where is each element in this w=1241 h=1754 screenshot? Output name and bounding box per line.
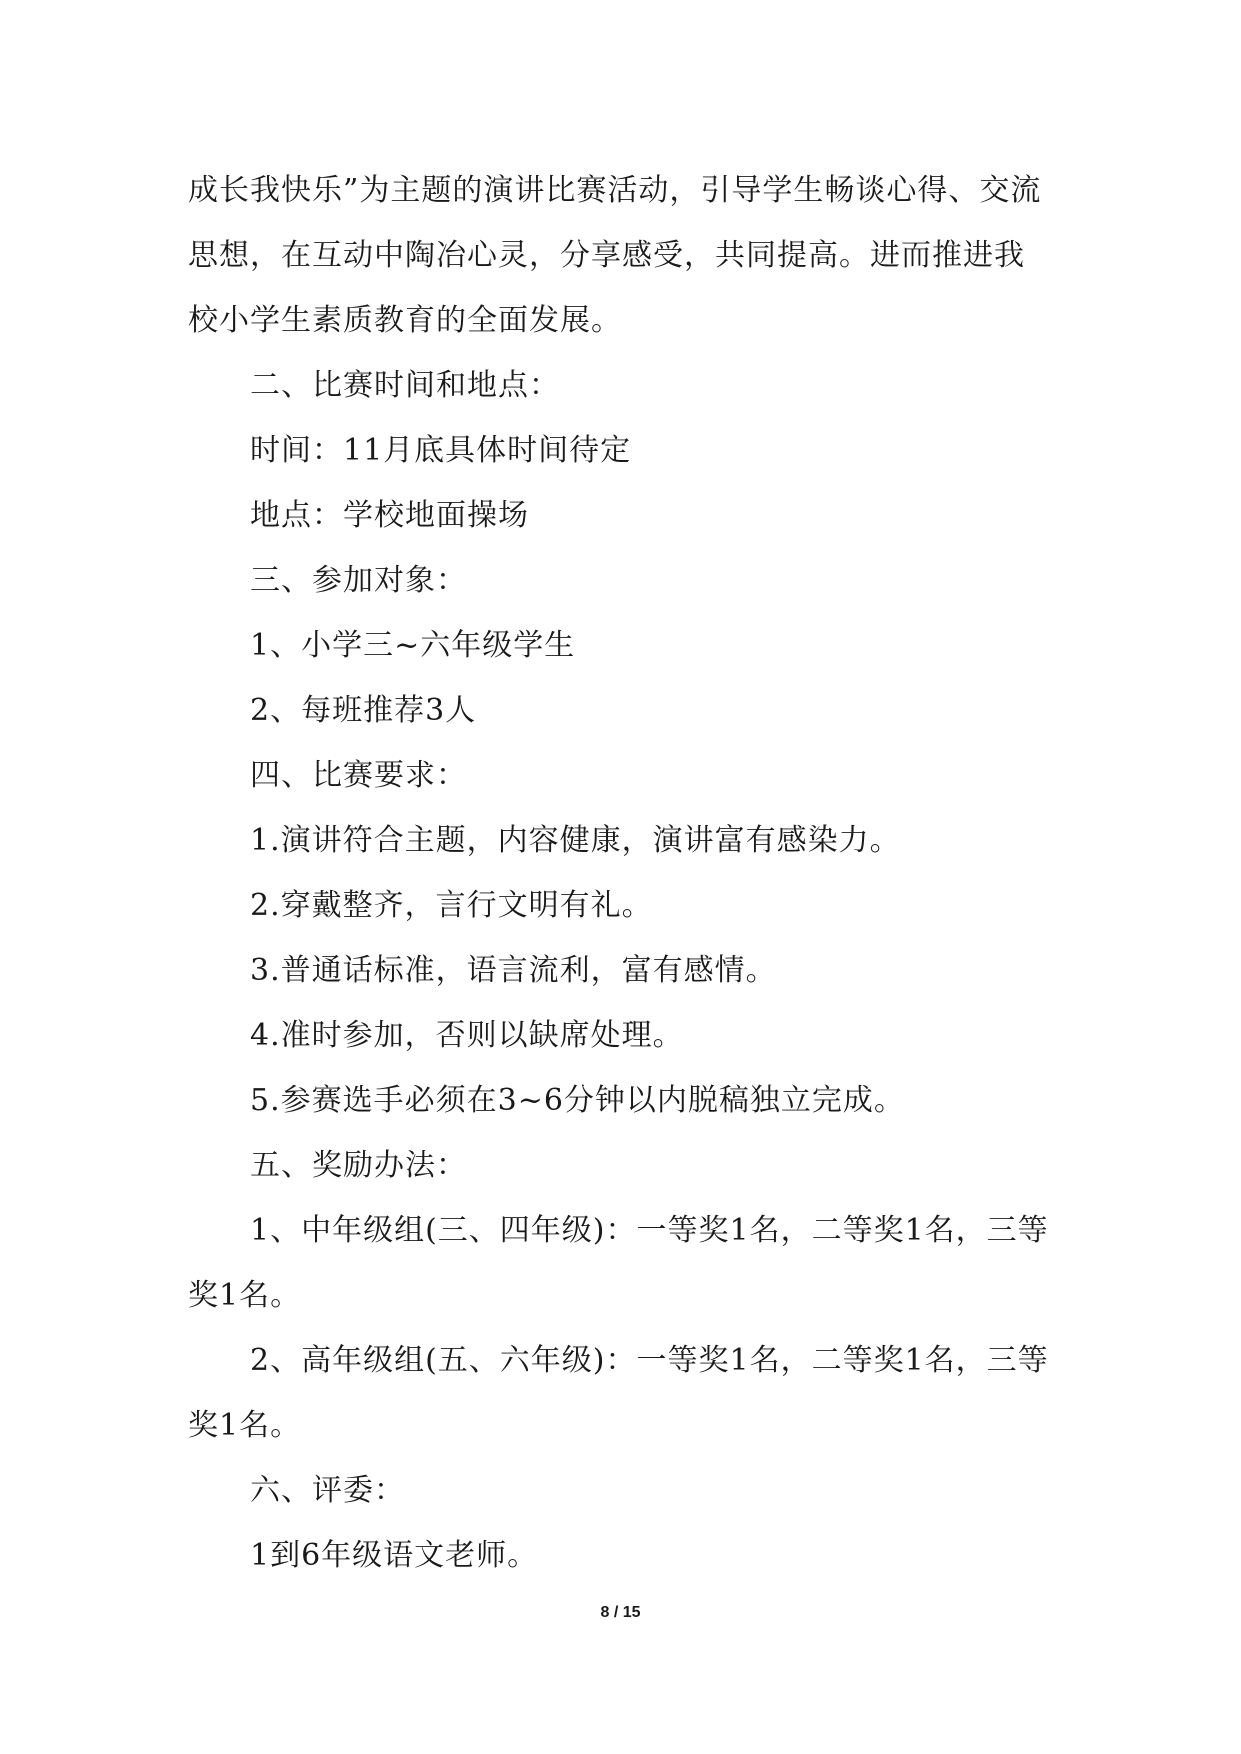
heading-participants: 三、参加对象： [250, 563, 467, 598]
page-number: 8 / 15 [600, 1604, 641, 1621]
paragraph-place: 地点：学校地面操场 [250, 498, 529, 533]
paragraph-award-middle-grade: 1、中年级组(三、四年级)：一等奖1名，二等奖1名，三等奖1名。 [188, 1213, 1049, 1313]
heading-judges: 六、评委： [250, 1473, 405, 1508]
paragraph-participants-2: 2、每班推荐3人 [250, 693, 477, 728]
paragraph-requirement-4: 4.准时参加，否则以缺席处理。 [250, 1018, 684, 1053]
paragraph-award-upper-grade: 2、高年级组(五、六年级)：一等奖1名，二等奖1名，三等奖1名。 [188, 1343, 1049, 1443]
paragraph-intro-continued: 成长我快乐”为主题的演讲比赛活动，引导学生畅谈心得、交流思想，在互动中陶冶心灵，分享感受，共同提高。进而推进我校小学生素质教育的全面发展。 [188, 173, 1042, 338]
paragraph-requirement-2: 2.穿戴整齐，言行文明有礼。 [250, 888, 653, 923]
paragraph-judges: 1到6年级语文老师。 [250, 1538, 539, 1573]
heading-time-and-place: 二、比赛时间和地点： [250, 368, 560, 403]
paragraph-time: 时间：11月底具体时间待定 [250, 433, 632, 468]
paragraph-participants-1: 1、小学三~六年级学生 [250, 628, 576, 663]
document-body [188, 158, 1054, 1588]
heading-requirements: 四、比赛要求： [250, 758, 467, 793]
heading-awards: 五、奖励办法： [250, 1148, 467, 1183]
paragraph-requirement-3: 3.普通话标准，语言流利，富有感情。 [250, 953, 777, 988]
paragraph-requirement-1: 1.演讲符合主题，内容健康，演讲富有感染力。 [250, 823, 901, 858]
paragraph-requirement-5: 5.参赛选手必须在3~6分钟以内脱稿独立完成。 [250, 1083, 905, 1118]
